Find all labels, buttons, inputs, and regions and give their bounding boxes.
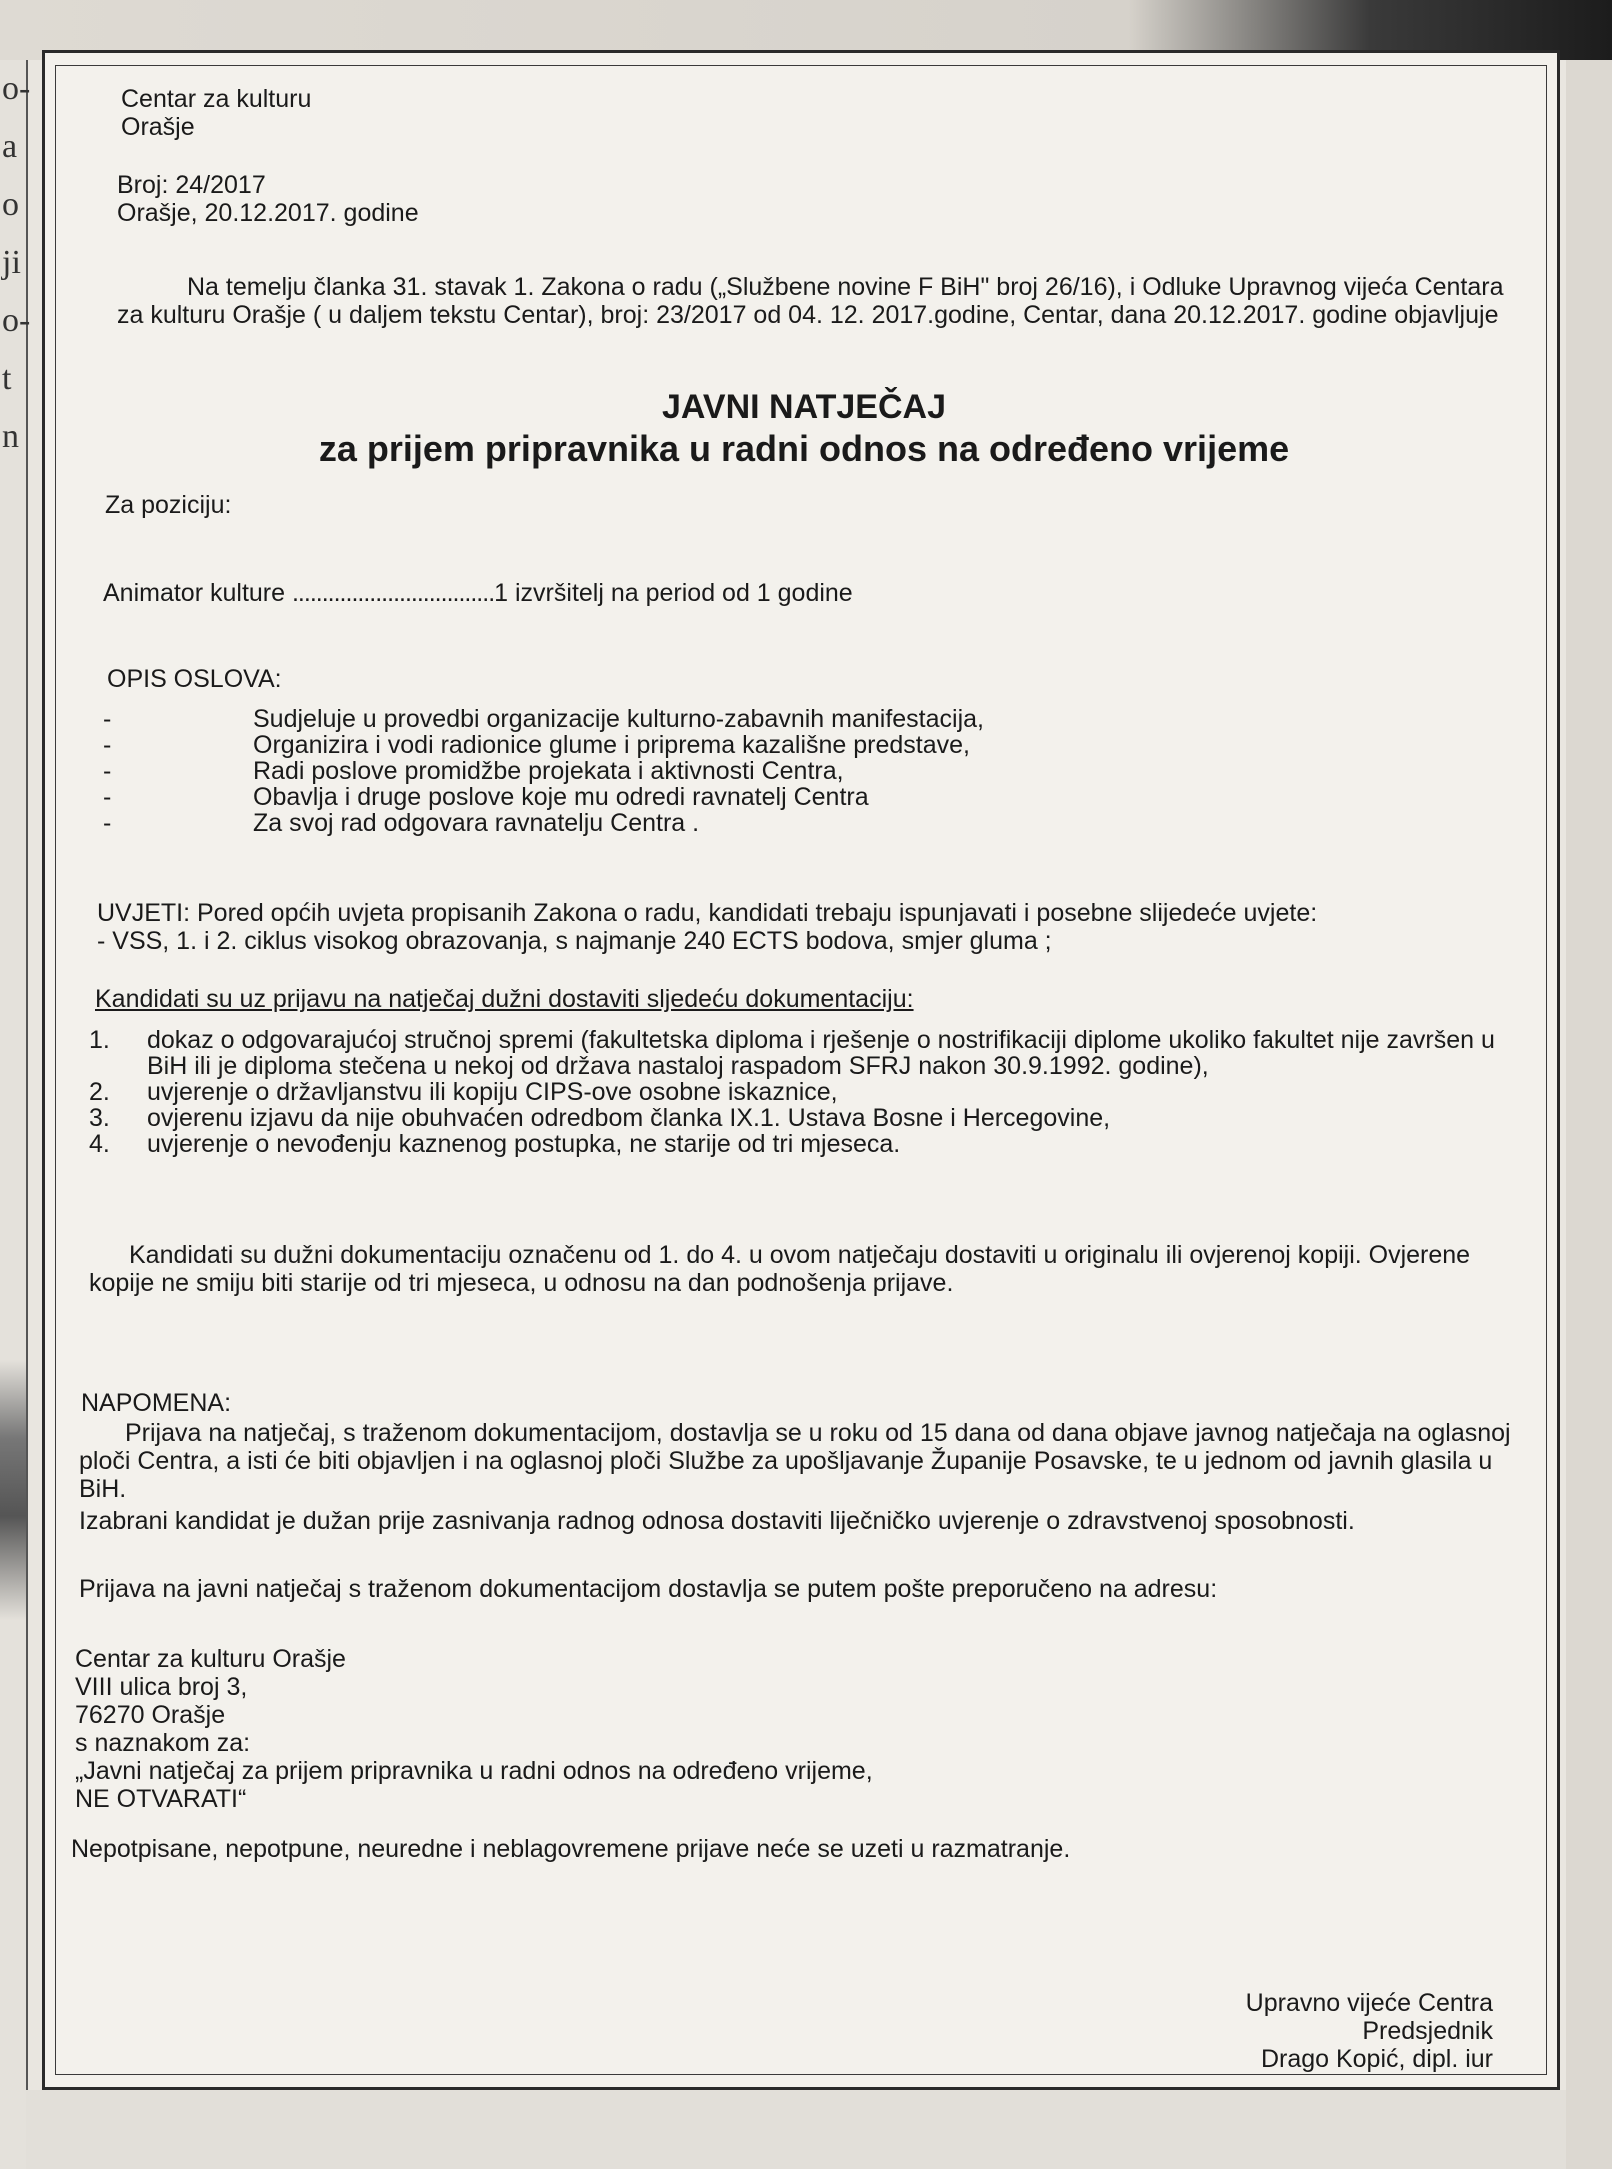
list-item [89,1079,1529,1105]
note-paragraph-1: Prijava na natječaj, s traženom dokumentacijom, dostavlja se u roku od 15 dana od dana objave javnog natječaja na oglasnoj ploči Centra, a isti će biti objavljen i na oglasnoj ploči Službe za upošljavanje Županije Posavske, te u jednom od javnih glasila u BiH. [79,1419,1511,1503]
address-line: s naznakom za: [75,1729,251,1757]
document-text: uvjerenje o državljanstvu ili kopiju CIPS-ove osobne iskaznice, [147,1078,838,1106]
note-paragraph-2: Izabrani kandidat je dužan prije zasnivanja radnog odnosa dostaviti liječničko uvjerenje o zdravstvenoj sposobnosti. [79,1507,1355,1535]
list-item [89,1131,1529,1157]
newspaper-side-column [0,60,31,2169]
duties-label: OPIS OSLOVA: [107,665,282,693]
side-column-fragment: o [2,186,19,223]
signature-block [1246,1989,1493,2073]
documents-note-line-2: kopije ne smiju biti starije od tri mjeseca, u odnosu na dan podnošenja prijave. [89,1269,954,1297]
bullet: - [103,783,112,811]
address-line: „Javni natječaj za prijem pripravnika u radni odnos na određeno vrijeme, [75,1757,873,1785]
duty-text: Organizira i vodi radionice glume i priprema kazališne predstave, [253,731,971,759]
documents-note-line-1: Kandidati su dužni dokumentaciju označenu od 1. do 4. u ovom natječaju dostaviti u originalu ili ovjerenoj kopiji. Ovjerene [129,1241,1471,1269]
organization-city: Orašje [121,113,195,141]
bullet: - [103,757,112,785]
position-dots: .................................. [291,579,495,607]
position-name: Animator kulture [103,579,286,607]
side-column-fragment: a [2,128,18,165]
signature-name: Drago Kopić, dipl. iur [1260,2045,1493,2073]
bullet: - [103,809,112,837]
item-number: 1. [89,1026,110,1054]
address-line: NE OTVARATI“ [75,1785,247,1813]
intro-line-2: za kulturu Orašje ( u daljem tekstu Centar), broj: 23/2017 od 04. 12. 2017.godine, Centar, dana 20.12.2017. godine objavljuje [117,301,1499,329]
duty-text: Sudjeluje u provedbi organizacije kulturno-zabavnih manifestacija, [253,705,984,733]
conditions-line-2: - VSS, 1. i 2. ciklus visokog obrazovanja, s najmanje 240 ECTS bodova, smjer gluma ; [97,927,1052,955]
side-column-fragment: ji [2,244,21,281]
conditions-line-1: UVJETI: Pored općih uvjeta propisanih Zakona o radu, kandidati trebaju ispunjavati i posebne slijedeće uvjete: [97,899,1318,927]
submission-instructions: Prijava na javni natječaj s traženom dokumentacijom dostavlja se putem pošte preporučeno na adresu: [79,1575,1218,1603]
ad-title: JAVNI NATJEČAJ [661,388,947,426]
documents-note [89,1241,1529,1297]
note-label: NAPOMENA: [81,1389,232,1417]
intro-paragraph [117,273,1557,329]
item-number: 2. [89,1078,110,1106]
side-column-fragment: t [2,360,12,397]
mailing-address [75,1645,873,1813]
item-number: 4. [89,1130,110,1158]
address-line: Centar za kulturu Orašje [75,1645,346,1673]
newspaper-bottom-strip [26,2090,1566,2169]
organization-name: Centar za kulturu [121,85,312,113]
document-text: dokaz o odgovarajućoj stručnoj spremi (fakultetska diploma i rješenje o nostrifikaciji diplome ukoliko fakultet nije završen u BiH ili je diploma stečena u nekoj od država nastaloj raspadom SFRJ nakon 30.9.1992. godine), [147,1026,1495,1080]
address-line: 76270 Orašje [75,1701,226,1729]
side-column-fragment: o- [2,302,31,339]
bullet: - [103,731,112,759]
documents-list [89,1027,1529,1157]
item-number: 3. [89,1104,110,1132]
rejection-warning: Nepotpisane, nepotpune, neuredne i neblagovremene prijave neće se uzeti u razmatranje. [71,1835,1071,1863]
note-body [79,1419,1519,1535]
position-line [103,579,853,607]
list-item [89,1105,1529,1131]
intro-line-1: Na temelju članka 31. stavak 1. Zakona o radu („Službene novine F BiH" broj 26/16), i Odluke Upravnog vijeća Centara [187,273,1504,301]
document-text: ovjerenu izjavu da nije obuhvaćen odredbom članka IX.1. Ustava Bosne i Hercegovine, [147,1104,1111,1132]
side-column-fragment: n [2,418,19,455]
bullet: - [103,705,112,733]
sender-block [121,85,311,141]
reference-number: Broj: 24/2017 [117,171,266,199]
list-item [89,1027,1529,1079]
documents-heading: Kandidati su uz prijavu na natječaj dužni dostaviti sljedeću dokumentaciju: [95,985,914,1013]
job-advertisement [42,50,1560,2090]
place-and-date: Orašje, 20.12.2017. godine [117,199,419,227]
signature-body: Upravno vijeće Centra [1245,1989,1493,2017]
side-column-fragment: o- [2,70,31,107]
reference-block [117,171,419,227]
newspaper-photo-edge [0,1360,26,1620]
position-detail: 1 izvršitelj na period od 1 godine [494,579,853,607]
newspaper-right-strip [1566,60,1612,2169]
address-line: VIII ulica broj 3, [75,1673,248,1701]
ad-subtitle: za prijem pripravnika u radni odnos na određeno vrijeme [318,428,1290,469]
conditions-paragraph [97,899,1537,955]
duty-text: Obavlja i druge poslove koje mu odredi ravnatelj Centra [253,783,869,811]
document-text: uvjerenje o nevođenju kaznenog postupka, ne starije od tri mjeseca. [147,1130,901,1158]
duty-text: Radi poslove promidžbe projekata i aktivnosti Centra, [253,757,844,785]
signature-title: Predsjednik [1362,2017,1493,2045]
duty-text: Za svoj rad odgovara ravnatelju Centra . [253,809,700,837]
position-label: Za poziciju: [105,491,232,519]
